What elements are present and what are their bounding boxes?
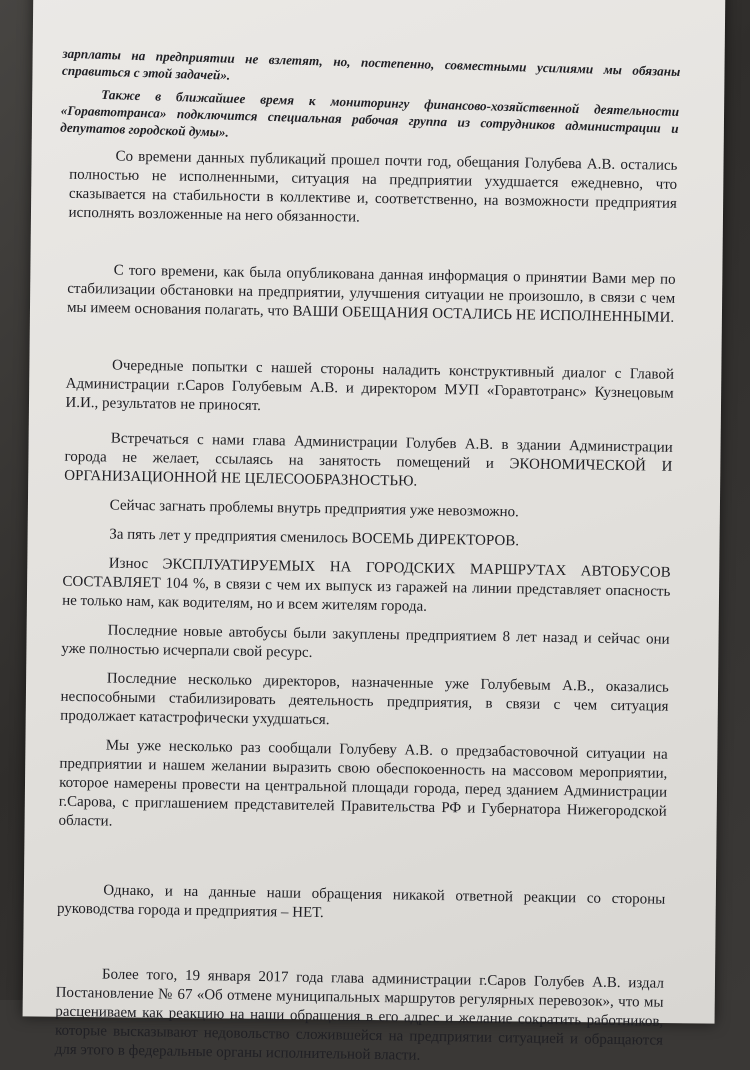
paragraph-4: Встречаться с нами глава Администрации Голубев А.В. в здании Администрации города не желает, ссылаясь на занятость помещений и ЭКОНОМИЧЕСКОЙ И ОРГАНИЗАЦИОННОЙ НЕ ЦЕЛЕСООБРАЗНОСТЬЮ. <box>64 430 673 490</box>
document-page <box>23 0 726 1064</box>
paragraph-2: С того времени, как была опубликована данная информация о принятии Вами мер по стабилизации обстановки на предприятии, улучшения ситуации не произошло, в связи с чем мы имеем основания полагать, что ВАШИ ОБЕЩАНИЯ ОСТАЛИСЬ НЕ ИСПОЛНЕННЫМИ. <box>66 262 676 326</box>
quote-line-2: Также в ближайшее время к мониторингу финансово-хозяйственной деятельности «Горавтотранса» подключится специальная рабочая группа из сотрудников администрации и депутатов городской думы». <box>60 86 680 140</box>
paragraph-9: Последние несколько директоров, назначенные уже Голубевым А.В., оказались неспособными стабилизировать деятельность предприятия, в связи с чем ситуация продолжает катастрофически ухудшаться. <box>60 670 669 729</box>
paragraph-6: За пять лет у предприятия сменилось ВОСЕМЬ ДИРЕКТОРОВ. <box>109 526 520 550</box>
quote-block <box>60 45 680 154</box>
paragraph-11: Однако, и на данные наши обращения никакой ответной реакции со стороны руководства города и предприятия – НЕТ. <box>56 882 666 922</box>
paragraph-8: Последние новые автобусы были закуплены предприятием 8 лет назад и сейчас они уже полностью исчерпали свой ресурс. <box>61 622 670 661</box>
paragraph-1: Со времени данных публикаций прошел почти год, обещания Голубева А.В. остались полностью не исполненными, ситуация на предприятии ухудшается ежедневно, что сказывается на стабильности в коллективе и, соответственно, на возможности предприятия исполнять возложенные на него обязанности. <box>68 148 678 226</box>
letter-body <box>55 147 678 1070</box>
paragraph-7: Износ ЭКСПЛУАТИРУЕМЫХ НА ГОРОДСКИХ МАРШРУТАХ АВТОБУСОВ СОСТАВЛЯЕТ 104 %, в связи с чем их выпуск из гаражей на линии представляет опасность не только нам, как водителям, но и всем жителям города. <box>62 555 671 615</box>
paragraph-12: Более того, 19 января 2017 года глава администрации г.Саров Голубев А.В. издал Постановление № 67 «Об отмене муниципальных маршрутов регулярных перевозок», что мы расцениваем как реакцию на наши обращения в его адрес и желание сократить работников, которые высказывают недовольство сложившейся на предприятии ситуацией и обращаются для этого в федеральные органы исполнительной власти. <box>54 966 665 1064</box>
paragraph-5: Сейчас загнать проблемы внутрь предприятия уже невозможно. <box>109 497 519 521</box>
paragraph-10: Мы уже несколько раз сообщали Голубеву А.В. о предзабастовочной ситуации на предприятии и нашем желании выразить свою обеспокоенность на массовом мероприятии, которое намерены провести на центральной площади города, перед зданием Администрации г.Сарова, с приглашением представителей Правительства РФ и Губернатора Нижегородской области. <box>58 737 668 830</box>
paragraph-3: Очередные попытки с нашей стороны наладить конструктивный диалог с Главой Администрации г.Саров Голубевым А.В. и директором МУП «Горавтотранс» Кузнецовым И.И., результатов не приносят. <box>65 357 675 414</box>
quote-line-1: зарплаты на предприятии не взлетят, но, постепенно, совместными усилиями мы обязаны справиться с этой задачей». <box>61 45 681 83</box>
